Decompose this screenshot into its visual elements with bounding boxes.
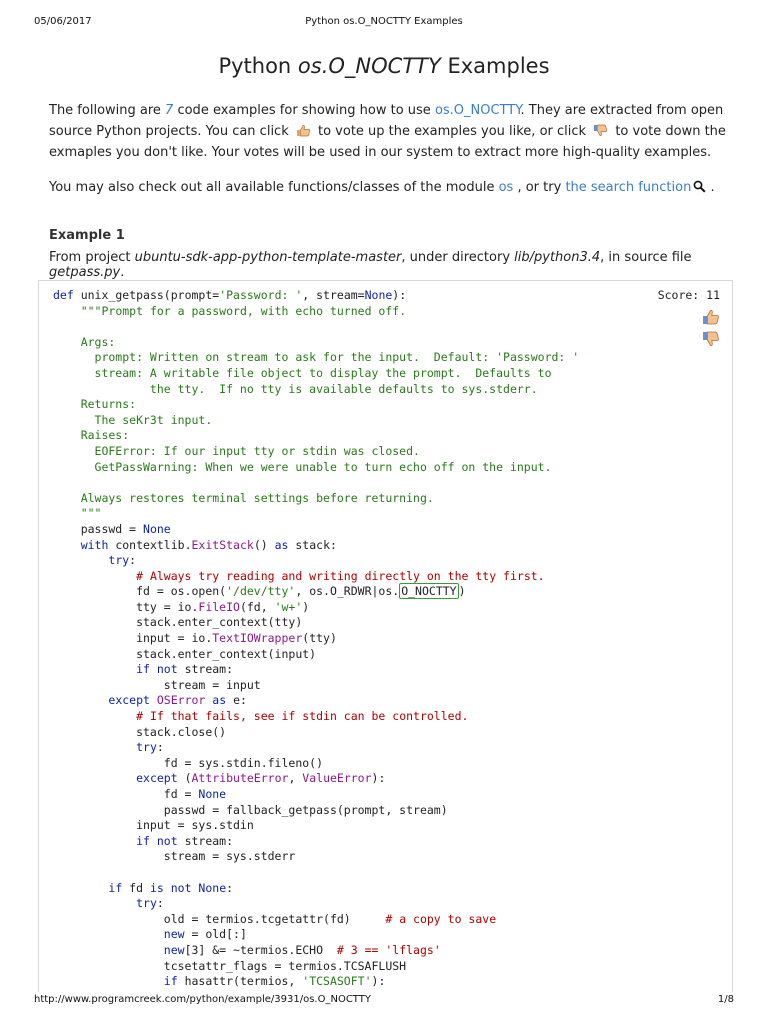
code-line [53, 959, 579, 975]
code-token [150, 693, 157, 707]
code-token: TextIOWrapper [212, 631, 303, 646]
code-token: [3] &= ~termios.ECHO [184, 942, 337, 957]
code-token: Always restores terminal settings before returning. [53, 490, 434, 505]
code-token: stream: A writable file object to display the prompt. Defaults to [53, 365, 552, 380]
code-line [53, 974, 579, 990]
code-token: stream: [177, 662, 234, 677]
code-token: if not [136, 833, 178, 848]
code-token [53, 538, 81, 552]
source-file: getpass.py [49, 265, 121, 280]
code-line [53, 693, 579, 709]
code-line [53, 413, 579, 429]
code-line [53, 584, 579, 600]
code-token [53, 974, 164, 988]
code-token: stack.close() [53, 724, 227, 739]
code-line [53, 725, 579, 741]
code-token: : [129, 553, 137, 568]
code-token: None [364, 288, 393, 302]
thumbs-up-icon [296, 124, 311, 137]
magnifier-icon [693, 180, 706, 193]
intro-text: . They are extracted from open source Python projects. You can click [49, 103, 724, 139]
code-line [53, 834, 579, 850]
code-token: stack.enter_context(input) [53, 646, 317, 661]
code-token: e: [226, 693, 247, 708]
code-line [53, 475, 579, 491]
code-token [53, 304, 81, 318]
score-label: Score: 11 [657, 288, 720, 302]
code-token: ) [302, 599, 310, 614]
search-function-link[interactable]: the search function [565, 180, 692, 195]
code-token: new [163, 927, 185, 942]
code-line [53, 397, 579, 413]
code-token [53, 771, 136, 785]
code-line [53, 912, 579, 928]
code-token: fd = [53, 787, 199, 801]
code-line [53, 865, 579, 881]
code-line [53, 818, 579, 834]
code-token: fd = sys.stdin.fileno() [53, 755, 324, 770]
code-token: is not None [149, 880, 227, 895]
code-token: fd = os.open( [53, 584, 227, 599]
code-token: ValueError [302, 771, 372, 786]
highlighted-token: O_NOCTTY [401, 584, 457, 599]
code-token [53, 927, 164, 941]
code-line [53, 366, 579, 382]
print-date: 05/06/2017 [34, 16, 92, 27]
code-line [53, 771, 579, 787]
code-listing [53, 288, 579, 990]
code-token [53, 943, 164, 957]
code-token: 'Password: ' [219, 288, 303, 302]
code-token: The seKr3t input. [53, 412, 213, 427]
code-token: tty = io. [53, 599, 199, 614]
code-token: ): [371, 771, 386, 786]
code-token [53, 834, 136, 848]
thumbs-down-icon [702, 331, 720, 347]
code-line [53, 522, 579, 538]
code-token: : [156, 896, 164, 911]
code-token: ): [371, 974, 386, 989]
code-token [53, 662, 136, 676]
code-line [53, 615, 579, 631]
vote-up-button[interactable] [702, 309, 720, 325]
thumbs-down-icon [593, 124, 608, 137]
module-note-text: . [706, 180, 715, 195]
code-line [53, 350, 579, 366]
code-token: = old[:] [184, 927, 247, 942]
page-title-suffix: Examples [440, 54, 550, 78]
print-url: http://www.programcreek.com/python/example/3931/os.O_NOCTTY [34, 994, 371, 1005]
code-token: ) [458, 584, 466, 599]
page-title-prefix: Python [218, 54, 298, 78]
api-link[interactable]: os.O_NOCTTY [434, 103, 521, 118]
code-token: None [143, 521, 171, 536]
code-token: GetPassWarning: When we were unable to turn echo off on the input. [53, 459, 552, 474]
code-token: new [163, 942, 185, 957]
code-token: 'w+' [274, 599, 303, 614]
code-token: fd [122, 880, 150, 895]
code-line [53, 319, 579, 335]
code-token: ( [177, 771, 192, 786]
code-line [53, 631, 579, 647]
code-line [53, 382, 579, 398]
code-token: the tty. If no tty is available defaults to sys.stderr. [53, 381, 538, 396]
page-title-module: os.O_NOCTTY [297, 54, 441, 78]
code-token: '/dev/tty' [226, 584, 296, 599]
module-note [49, 178, 729, 198]
source-text: , under directory [401, 250, 515, 265]
code-token [53, 881, 108, 895]
code-token [53, 896, 136, 910]
code-token: with [80, 537, 109, 552]
code-token: unix_getpass( [73, 288, 171, 302]
code-line [53, 896, 579, 912]
code-token: Raises: [53, 428, 130, 443]
code-token: ): [392, 288, 407, 302]
code-line [53, 600, 579, 616]
code-line [53, 304, 579, 320]
code-line [53, 881, 579, 897]
module-note-text: , or try [513, 180, 566, 195]
code-block [38, 280, 733, 992]
code-line [53, 647, 579, 663]
code-token: contextlib. [108, 537, 192, 552]
code-token: """ [53, 506, 102, 521]
print-header [34, 16, 734, 30]
thumbs-up-icon [702, 309, 720, 325]
code-token: OSError [156, 693, 206, 708]
code-token: passwd = fallback_getpass(prompt, stream) [53, 802, 448, 817]
code-line [53, 288, 579, 304]
code-token: tcsetattr_flags = termios.TCSAFLUSH [53, 958, 407, 973]
code-token: """Prompt for a password, with echo turned off. [80, 303, 407, 318]
page-title [0, 54, 768, 78]
code-token: ExitStack [191, 537, 254, 552]
code-token: , os.O_RDWR|os. [295, 584, 400, 599]
code-token: as [212, 693, 227, 708]
code-token: def [53, 288, 74, 302]
code-token: try [136, 740, 157, 755]
source-text: From project [49, 250, 135, 265]
code-token: stack: [288, 537, 337, 552]
code-line [53, 335, 579, 351]
code-line [53, 756, 579, 772]
source-directory: lib/python3.4 [514, 250, 601, 265]
code-token: EOFError: If our input tty or stdin was closed. [53, 443, 420, 458]
code-token: None [198, 787, 227, 801]
code-token: AttributeError [191, 771, 289, 786]
code-token: input = sys.stdin [53, 818, 254, 833]
intro-text: to vote up the examples you like, or click [313, 124, 591, 139]
code-token: Args: [53, 334, 116, 349]
code-token: , [288, 771, 303, 786]
intro-text: to vote down the exmaples you don't like. Your votes will be used in our system to extract more high-quality examples. [49, 124, 726, 160]
code-token [53, 740, 136, 754]
module-note-text: You may also check out all available functions/classes of the module [49, 180, 499, 195]
code-line [53, 849, 579, 865]
vote-down-button[interactable] [702, 331, 720, 347]
code-token: if [108, 880, 123, 895]
code-token: stream: [177, 833, 234, 848]
code-line [53, 803, 579, 819]
code-line [53, 662, 579, 678]
code-token: stack.enter_context(tty) [53, 615, 303, 630]
code-token: passwd = [53, 521, 144, 536]
code-token: try [136, 896, 157, 911]
code-token: , stream= [302, 288, 365, 302]
example-count-link[interactable]: 7 [165, 103, 174, 118]
code-line [53, 491, 579, 507]
code-token: () [253, 537, 275, 552]
code-line [53, 506, 579, 522]
code-line [53, 787, 579, 803]
source-text: , in source file [600, 250, 692, 265]
intro-text: code examples for showing how to use [173, 103, 435, 118]
code-token: : [156, 740, 164, 755]
example-source [49, 250, 739, 280]
code-token: 'TCSASOFT' [302, 974, 372, 989]
intro-paragraph [49, 100, 729, 163]
code-token [53, 569, 136, 583]
code-line [53, 709, 579, 725]
source-text: . [120, 265, 125, 280]
code-token: (fd, [239, 599, 275, 614]
code-line [53, 740, 579, 756]
code-token: # Always try reading and writing directly on the tty first. [136, 568, 545, 583]
code-token: old = termios.tcgetattr(fd) [53, 911, 386, 926]
code-token: : [226, 880, 234, 895]
code-token: as [274, 537, 289, 552]
code-token: if not [136, 662, 178, 677]
code-token [53, 693, 108, 707]
code-token: # If that fails, see if stdin can be controlled. [136, 709, 469, 724]
code-token: prompt= [170, 288, 220, 302]
code-token: # a copy to save [385, 911, 497, 926]
code-line [53, 943, 579, 959]
code-line [53, 460, 579, 476]
code-token: Returns: [53, 397, 137, 412]
code-line [53, 569, 579, 585]
code-line [53, 428, 579, 444]
intro-text: The following are [49, 103, 166, 118]
code-token: input = io. [53, 631, 213, 646]
code-token: hasattr(termios, [177, 974, 303, 989]
code-token [53, 709, 136, 723]
print-footer [34, 994, 734, 1008]
code-token: try [108, 553, 130, 568]
example-title: Example 1 [49, 228, 125, 243]
source-project: ubuntu-sdk-app-python-template-master [134, 250, 402, 265]
page-number: 1/8 [717, 994, 734, 1005]
code-token: except [108, 693, 150, 708]
code-line [53, 538, 579, 554]
code-line [53, 678, 579, 694]
code-token [53, 553, 108, 567]
code-token: stream = input [53, 677, 261, 692]
code-token: if [163, 974, 178, 989]
code-token: except [136, 771, 178, 786]
code-token: FileIO [198, 599, 240, 614]
code-line [53, 927, 579, 943]
code-line [53, 444, 579, 460]
code-token: (tty) [302, 631, 337, 646]
code-token: prompt: Written on stream to ask for the input. Default: 'Password: ' [53, 350, 580, 365]
module-link[interactable]: os [498, 180, 514, 195]
code-token: stream = sys.stderr [53, 849, 296, 864]
code-line [53, 553, 579, 569]
code-token: # 3 == 'lflags' [336, 942, 441, 957]
print-title: Python os.O_NOCTTY Examples [305, 16, 463, 27]
